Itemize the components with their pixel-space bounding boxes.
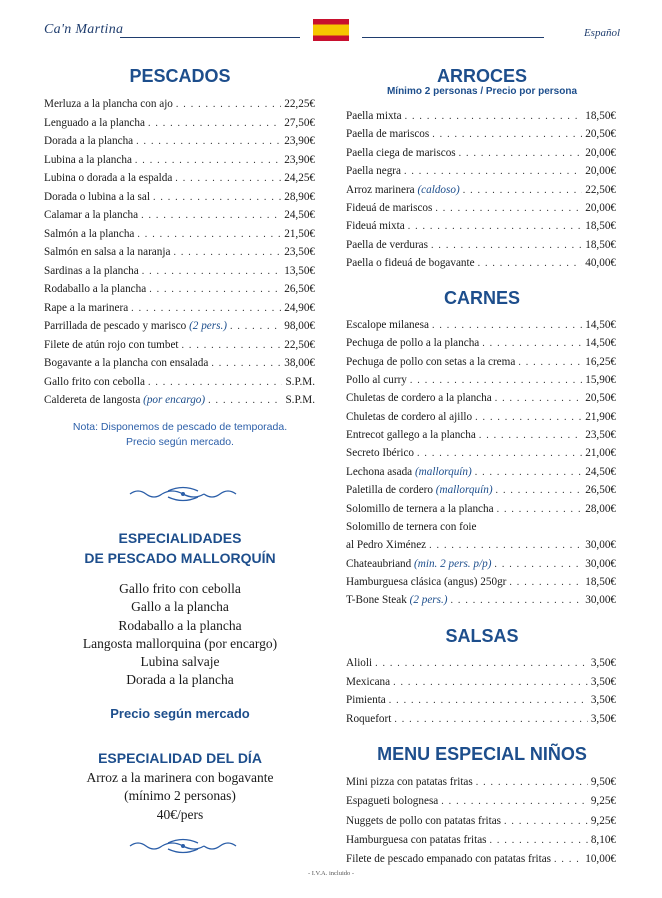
- dia-line2: (mínimo 2 personas): [124, 788, 236, 804]
- dot-leader: [393, 676, 588, 690]
- mallorquin-list: [44, 580, 316, 690]
- menu-item-label: [44, 264, 139, 278]
- dot-leader: [142, 265, 281, 279]
- menu-item-name: Chuletas de cordero al ajillo: [346, 410, 473, 423]
- menu-item-row: [44, 356, 315, 371]
- menu-item-row: [346, 410, 616, 425]
- menu-item-price: 28,00€: [585, 502, 616, 515]
- menu-item-row: [44, 375, 315, 390]
- menu-item-name: Parrillada de pescado y marisco: [44, 320, 187, 332]
- page-header: [0, 0, 662, 52]
- menu-item-row: [346, 355, 616, 370]
- menu-item-note: (mallorquín): [435, 484, 493, 497]
- menu-item-label: [346, 318, 429, 332]
- menu-item-price: 38,00€: [284, 357, 315, 369]
- menu-item-price: 22,50€: [585, 183, 616, 196]
- specialty-item: Langosta mallorquina (por encargo): [82, 635, 278, 651]
- menu-item-note: (2 pers.): [409, 594, 448, 607]
- menu-item-price: 24,25€: [284, 172, 315, 184]
- menu-item-label: [346, 852, 551, 866]
- menu-item-row: [346, 502, 616, 517]
- menu-item-price: 3,50€: [590, 657, 616, 669]
- menu-item-name: Lubina a la plancha: [44, 153, 132, 166]
- salsas-title: SALSAS: [445, 626, 519, 646]
- menu-item-name: Dorada o lubina a la sal: [44, 190, 150, 203]
- menu-item-name: Filete de pescado empanado con patatas fritas: [346, 853, 552, 866]
- menu-item-label: [44, 245, 170, 259]
- menu-item-row: [346, 465, 616, 480]
- menu-item-name: Espagueti bolognesa: [346, 795, 439, 808]
- menu-item-price: 20,00€: [585, 202, 616, 214]
- menu-item-price: 23,50€: [284, 246, 315, 258]
- dot-leader: [230, 320, 281, 334]
- specialty-item: Gallo a la plancha: [131, 599, 229, 615]
- menu-item-price: 26,50€: [585, 484, 616, 497]
- menu-item-name: Filete de atún rojo con tumbet: [44, 338, 179, 351]
- dot-leader: [211, 357, 281, 371]
- menu-item-price: 30,00€: [585, 539, 616, 552]
- menu-item-price: 20,50€: [585, 392, 616, 405]
- menu-item-price: 21,90€: [585, 410, 616, 423]
- menu-item-price: 14,50€: [585, 319, 616, 331]
- dot-leader: [435, 202, 582, 216]
- dot-leader: [417, 447, 582, 461]
- footer-vat-note: - I.V.A. incluido -: [307, 870, 355, 877]
- menu-item-row: [346, 391, 616, 406]
- menu-item-name: Fideuá mixta: [346, 220, 405, 233]
- menu-item-label: [346, 428, 476, 442]
- menu-item-label: [346, 465, 472, 479]
- menu-item-row: [44, 97, 315, 112]
- menu-item-label: [346, 446, 414, 460]
- menu-item-row: [346, 833, 616, 848]
- menu-item-name: Bogavante a la plancha con ensalada: [44, 357, 209, 369]
- menu-item-name: Merluza a la plancha con ajo: [44, 98, 173, 110]
- arroces-subtitle: Mínimo 2 personas / Precio por persona: [386, 86, 578, 97]
- menu-item-price: 18,50€: [585, 220, 616, 233]
- menu-item-label: [346, 146, 456, 160]
- menu-item-name: Paletilla de cordero: [346, 484, 433, 497]
- menu-item-row: [346, 164, 616, 179]
- dot-leader: [375, 657, 588, 671]
- menu-item-price: 40,00€: [585, 257, 616, 270]
- dot-leader: [137, 228, 281, 242]
- menu-item-price: 30,00€: [585, 594, 616, 607]
- menu-item-label: [346, 502, 494, 516]
- specialty-item: Rodaballo a la plancha: [118, 617, 242, 633]
- menu-item-label: [346, 391, 492, 405]
- menu-item-price: 22,25€: [284, 98, 315, 110]
- dot-leader: [518, 356, 582, 370]
- dot-leader: [494, 558, 582, 572]
- menu-item-price: 10,00€: [585, 853, 616, 866]
- menu-item-name: Calamar a la plancha: [44, 209, 139, 221]
- dot-leader: [176, 98, 281, 112]
- menu-item-label: [44, 393, 205, 407]
- arroces-title: ARROCES: [436, 66, 527, 86]
- menu-item-price: S.P.M.: [285, 375, 315, 388]
- pescados-note-line1: Nota: Disponemos de pescado de temporada.: [72, 421, 288, 433]
- menu-item-price: 16,25€: [585, 355, 616, 368]
- menu-item-price: 20,50€: [585, 128, 616, 141]
- menu-item-label: [346, 109, 402, 123]
- menu-item-label: [44, 208, 138, 222]
- menu-item-label: [346, 775, 473, 789]
- specialty-item: Gallo frito con cebolla: [119, 581, 241, 596]
- menu-item-price: 24,50€: [284, 209, 315, 221]
- menu-item-price: 18,50€: [585, 575, 616, 588]
- menu-item-name: Nuggets de pollo con patatas fritas: [346, 814, 502, 827]
- menu-item-row: [346, 146, 616, 161]
- menu-item-label: [346, 256, 475, 270]
- dot-leader: [451, 594, 583, 608]
- menu-item-label: [346, 557, 491, 571]
- menu-item-price: 28,90€: [284, 190, 315, 203]
- menu-item-name: Escalope milanesa: [346, 319, 429, 331]
- menu-item-name: Chuletas de cordero a la plancha: [346, 392, 492, 405]
- menu-item-row: [346, 219, 616, 234]
- menu-item-name: Pimienta: [346, 694, 386, 706]
- menu-item-name: Paella o fideuá de bogavante: [346, 257, 475, 270]
- menu-item-price: 26,50€: [284, 283, 315, 295]
- menu-item-label: [346, 794, 438, 808]
- menu-item-name: Rodaballo a la plancha: [44, 283, 147, 295]
- menu-item-price: S.P.M.: [285, 394, 315, 406]
- ninos-title: MENU ESPECIAL NIÑOS: [377, 744, 587, 764]
- menu-item-name: Rape a la marinera: [44, 301, 129, 314]
- pescados-note: [44, 420, 316, 450]
- dot-leader: [175, 172, 281, 186]
- menu-item-note: (min. 2 pers. p/p): [414, 557, 492, 570]
- menu-item-name: Mexicana: [346, 675, 391, 688]
- menu-item-price: 9,25€: [590, 814, 616, 827]
- menu-item-row: [346, 593, 616, 608]
- menu-item-label: [44, 134, 133, 148]
- menu-item-label: [44, 319, 227, 333]
- menu-item-price: 15,90€: [585, 374, 616, 387]
- dot-leader: [463, 184, 583, 198]
- menu-item-price: 30,00€: [585, 557, 616, 570]
- dot-leader: [509, 576, 582, 590]
- menu-item-name: Gallo frito con cebolla: [44, 375, 145, 388]
- menu-item-price: 21,00€: [585, 447, 616, 460]
- dot-leader: [476, 776, 588, 790]
- menu-item-price: 8,10€: [590, 833, 616, 846]
- menu-item-label: [346, 833, 487, 847]
- dot-leader: [141, 209, 281, 223]
- specialty-item: Lubina salvaje: [140, 654, 220, 670]
- menu-item-note: (2 pers.): [189, 320, 227, 332]
- dot-leader: [479, 429, 582, 443]
- menu-item-price: 23,90€: [284, 153, 315, 166]
- menu-item-name: Chateaubriand: [346, 557, 412, 570]
- dot-leader: [135, 154, 281, 168]
- menu-item-name: Paella de verduras: [346, 238, 429, 251]
- menu-item-price: 18,50€: [585, 110, 616, 122]
- dot-leader: [504, 815, 588, 829]
- dia-title: ESPECIALIDAD DEL DÍA: [98, 750, 262, 766]
- menu-item-name: Sardinas a la plancha: [44, 264, 139, 277]
- dot-leader: [478, 257, 583, 271]
- menu-item-price: 23,90€: [284, 135, 315, 147]
- menu-item-row: [346, 373, 616, 388]
- dot-leader: [148, 376, 282, 390]
- dot-leader: [431, 239, 582, 253]
- dot-leader: [497, 503, 583, 517]
- menu-item-label: [346, 336, 479, 350]
- dia-details: [44, 769, 316, 824]
- menu-item-label: [346, 693, 386, 707]
- menu-item-name: Paella mixta: [346, 110, 402, 122]
- dot-leader: [554, 853, 582, 867]
- menu-item-name: Solomillo de ternera con foie: [346, 520, 477, 533]
- menu-item-label: [44, 356, 208, 370]
- menu-item-label: [346, 127, 429, 141]
- menu-item-row: [346, 109, 616, 124]
- menu-item-row: [346, 675, 616, 690]
- menu-item-label: [346, 201, 432, 215]
- dot-leader: [490, 834, 588, 848]
- menu-item-row: [44, 319, 315, 334]
- menu-item-label: [346, 538, 426, 552]
- menu-item-price: 27,50€: [284, 116, 315, 129]
- menu-item-row: [44, 153, 315, 168]
- dot-leader: [153, 191, 281, 205]
- menu-item-price: 3,50€: [590, 675, 616, 688]
- specialty-item: Dorada a la plancha: [126, 672, 234, 688]
- menu-item-name: Fideuá de mariscos: [346, 202, 433, 214]
- menu-item-row: [44, 245, 315, 260]
- dot-leader: [148, 117, 281, 131]
- menu-item-row: [44, 282, 315, 297]
- menu-item-price: 24,50€: [585, 465, 616, 478]
- menu-item-name: Paella negra: [346, 165, 401, 178]
- menu-item-label: [346, 593, 448, 607]
- header-rule-left: [120, 37, 300, 38]
- dot-leader: [173, 246, 281, 260]
- dot-leader: [149, 283, 281, 297]
- spain-flag-icon: [313, 19, 349, 41]
- menu-item-label: [346, 675, 390, 689]
- menu-item-name: Salmón en salsa a la naranja: [44, 246, 171, 258]
- menu-item-label: [346, 164, 401, 178]
- menu-item-row: [346, 183, 616, 198]
- menu-item-price: 23,50€: [585, 429, 616, 442]
- dot-leader: [475, 411, 582, 425]
- menu-item-price: 3,50€: [590, 712, 616, 725]
- dot-leader: [136, 135, 281, 149]
- dot-leader: [131, 302, 281, 316]
- menu-item-label: [44, 171, 172, 185]
- menu-item-row: [346, 775, 616, 790]
- menu-item-label: [44, 227, 134, 241]
- dot-leader: [482, 337, 582, 351]
- menu-item-name: Dorada a la plancha: [44, 135, 134, 147]
- dot-leader: [432, 319, 582, 333]
- menu-item-row: [346, 575, 616, 590]
- menu-item-name: Roquefort: [346, 712, 392, 725]
- carnes-title: CARNES: [443, 288, 520, 308]
- menu-item-name: al Pedro Ximénez: [346, 539, 427, 552]
- dia-line1: Arroz a la marinera con bogavante: [86, 770, 274, 785]
- menu-item-row: [346, 318, 616, 333]
- menu-item-name: Pollo al curry: [346, 374, 407, 387]
- dot-leader: [441, 795, 588, 809]
- menu-item-row: [346, 256, 616, 271]
- menu-item-label: [44, 97, 173, 111]
- menu-item-row: [44, 393, 315, 408]
- menu-item-price: 9,50€: [590, 776, 616, 788]
- menu-item-label: [44, 375, 145, 389]
- menu-item-name: Pechuga de pollo a la plancha: [346, 337, 480, 350]
- menu-item-price: 13,50€: [284, 264, 315, 277]
- menu-item-row: [44, 301, 315, 316]
- dot-leader: [475, 466, 583, 480]
- menu-item-label: [346, 183, 460, 197]
- mallorquin-title-line2: DE PESCADO MALLORQUÍN: [84, 550, 276, 566]
- menu-item-label: [346, 656, 372, 670]
- menu-item-row: [346, 656, 616, 671]
- menu-item-name: Salmón a la plancha: [44, 227, 135, 240]
- menu-item-price: 21,50€: [284, 227, 315, 240]
- menu-item-note: (caldoso): [417, 183, 460, 196]
- menu-item-name: Entrecot gallego a la plancha: [346, 429, 476, 442]
- menu-item-price: 22,50€: [284, 338, 315, 351]
- menu-item-row: [346, 127, 616, 142]
- menu-item-name: T-Bone Steak: [346, 594, 407, 607]
- menu-item-price: 20,00€: [585, 165, 616, 178]
- menu-item-row: [44, 208, 315, 223]
- dot-leader: [432, 128, 582, 142]
- menu-item-row: [346, 852, 616, 867]
- dot-leader: [408, 220, 583, 234]
- dot-leader: [394, 713, 587, 727]
- menu-item-row: [346, 693, 616, 708]
- menu-item-price: 14,50€: [585, 337, 616, 350]
- menu-item-label: [346, 712, 391, 726]
- menu-item-row: [44, 171, 315, 186]
- menu-item-label: [44, 338, 179, 352]
- mallorquin-title: [44, 528, 316, 568]
- menu-item-name: Lechona asada: [346, 465, 413, 478]
- menu-item-name: Pechuga de pollo con setas a la crema: [346, 355, 516, 368]
- menu-item-name: Solomillo de ternera a la plancha: [346, 502, 494, 515]
- menu-item-row: [346, 238, 616, 253]
- menu-item-row: [44, 116, 315, 131]
- menu-item-row: [44, 134, 315, 149]
- menu-item-price: 20,00€: [585, 146, 616, 159]
- menu-item-name: Hamburguesa con patatas fritas: [346, 833, 487, 846]
- dot-leader: [429, 539, 582, 553]
- menu-item-row: [44, 338, 315, 353]
- menu-item-price: 98,00€: [284, 320, 315, 332]
- menu-item-label: [346, 483, 493, 497]
- menu-item-row: [44, 227, 315, 242]
- dot-leader: [405, 110, 583, 124]
- menu-item-label: [346, 238, 428, 252]
- restaurant-logo: Ca'n Martina: [44, 22, 124, 37]
- menu-item-name: Paella ciega de mariscos: [346, 146, 456, 159]
- menu-item-label: [346, 575, 506, 589]
- menu-item-row: [346, 336, 616, 351]
- menu-item-row: [346, 712, 616, 727]
- menu-item-name: Lenguado a la plancha: [44, 116, 145, 129]
- menu-item-name: Lubina o dorada a la espalda: [44, 172, 173, 184]
- menu-item-row: [346, 814, 616, 829]
- mallorquin-title-line1: ESPECIALIDADES: [118, 530, 242, 546]
- dot-leader: [495, 392, 583, 406]
- menu-item-name: Paella de mariscos: [346, 128, 430, 141]
- menu-item-row: [346, 557, 616, 572]
- menu-item-row: [346, 794, 616, 809]
- menu-item-price: 3,50€: [590, 694, 616, 706]
- language-label: Español: [583, 27, 620, 39]
- menu-item-name: Secreto Ibérico: [346, 447, 415, 460]
- menu-item-name: Caldereta de langosta: [44, 394, 141, 406]
- pescados-note-line2: Precio según mercado.: [126, 436, 234, 448]
- menu-item-row: [346, 446, 616, 461]
- menu-item-name: Mini pizza con patatas fritas: [346, 776, 473, 788]
- menu-item-row: [44, 190, 315, 205]
- menu-item-label: [44, 153, 132, 167]
- menu-item-label: [44, 301, 128, 315]
- menu-item-label: [346, 355, 515, 369]
- menu-item-note: (por encargo): [143, 394, 206, 406]
- menu-item-label: [346, 814, 501, 828]
- menu-item-label: [44, 116, 145, 130]
- menu-item-price: 9,25€: [590, 795, 616, 808]
- menu-item-row: [44, 264, 315, 279]
- dot-leader: [182, 339, 282, 353]
- menu-item-price: 24,90€: [284, 301, 315, 314]
- menu-item-row: [346, 538, 616, 553]
- pescados-title: PESCADOS: [129, 66, 231, 86]
- menu-item-label: [44, 190, 150, 204]
- header-rule-right: [362, 37, 544, 38]
- dot-leader: [208, 394, 282, 408]
- menu-item-price: 18,50€: [585, 238, 616, 251]
- menu-item-label: [346, 219, 405, 233]
- dot-leader: [389, 694, 588, 708]
- ornament-divider-icon: [128, 486, 238, 502]
- dot-leader: [404, 165, 582, 179]
- menu-item-name: Alioli: [346, 657, 373, 669]
- menu-item-label: [346, 373, 407, 387]
- mallorquin-price-note: Precio según mercado: [110, 706, 250, 721]
- menu-item-label: [44, 282, 146, 296]
- menu-item-row: [346, 201, 616, 216]
- dot-leader: [459, 147, 583, 161]
- menu-item-note: (mallorquín): [414, 465, 472, 478]
- menu-item-row: [346, 483, 616, 498]
- ornament-divider-icon: [128, 838, 238, 854]
- dot-leader: [496, 484, 583, 498]
- menu-item-name: Arroz marinera: [346, 183, 415, 196]
- menu-item-label: [346, 410, 472, 424]
- menu-item-row: [346, 428, 616, 443]
- dot-leader: [410, 374, 582, 388]
- dia-line3: 40€/pers: [156, 806, 204, 822]
- menu-item-name: Hamburguesa clásica (angus) 250gr: [346, 575, 507, 588]
